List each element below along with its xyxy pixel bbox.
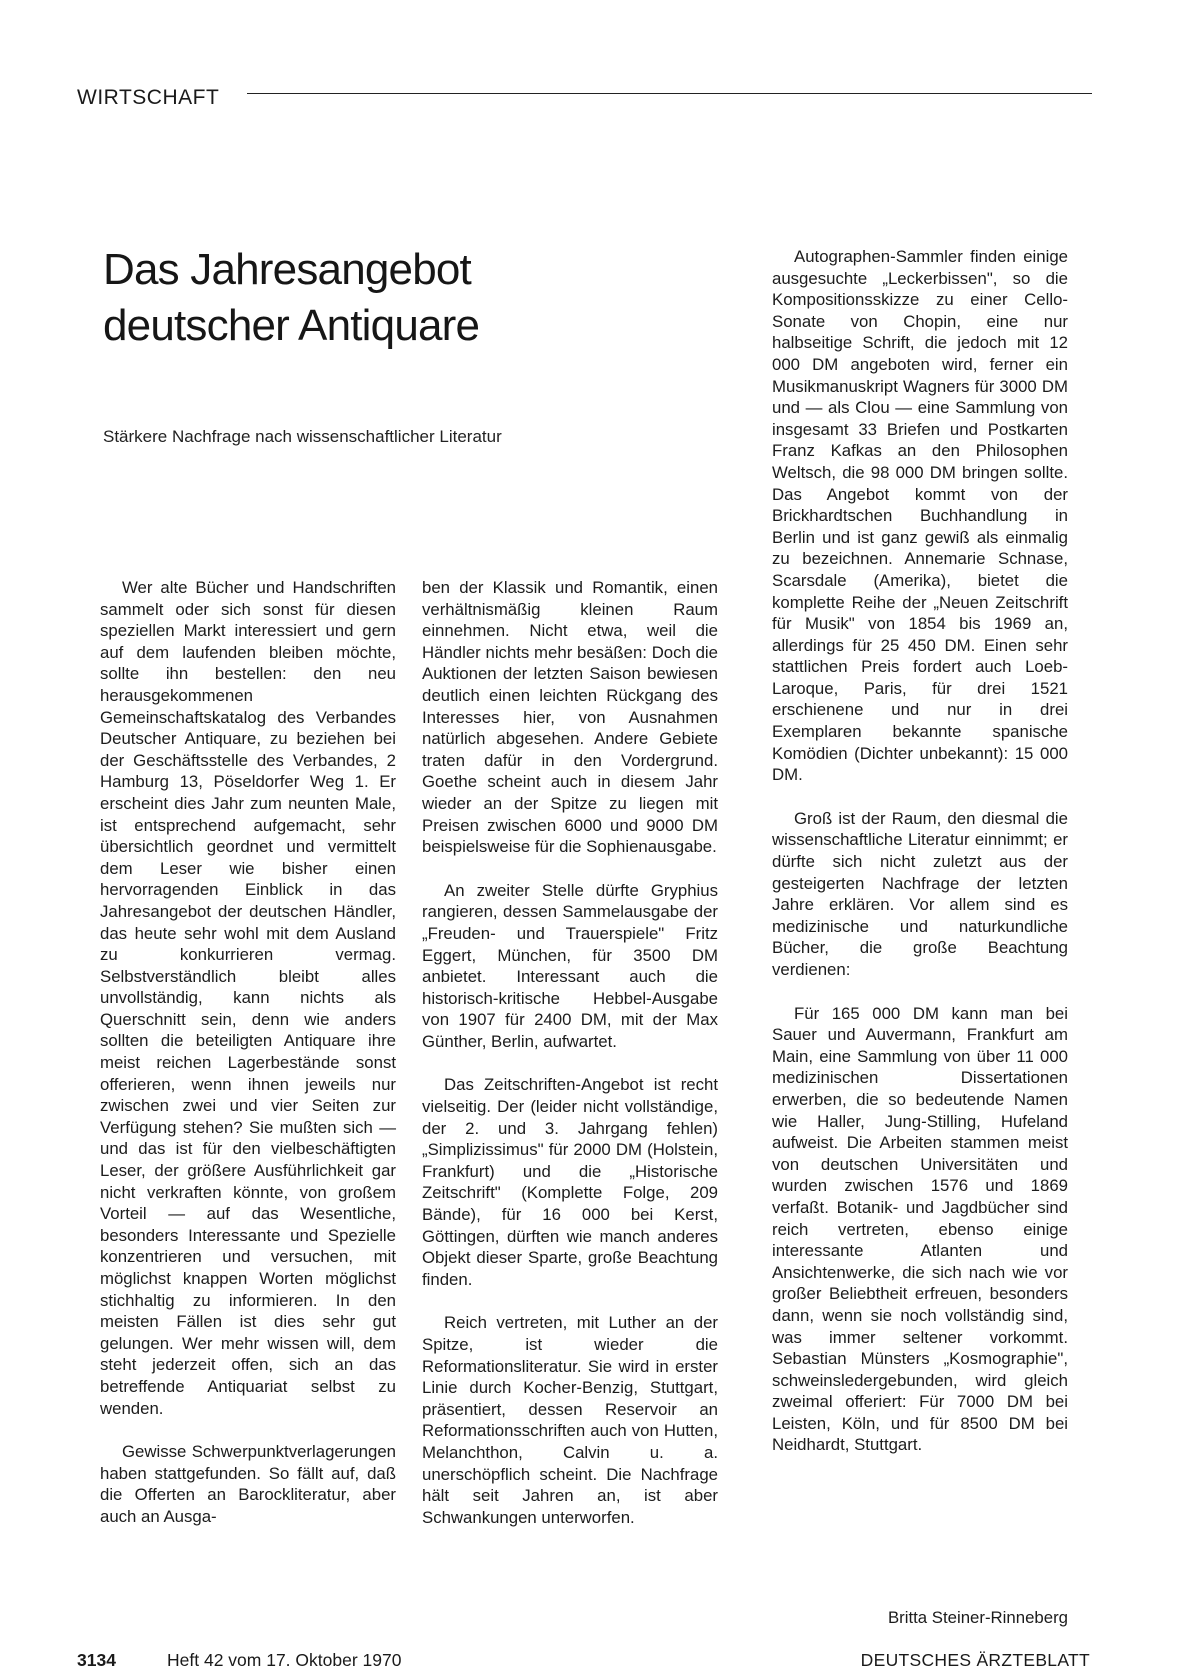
article-title-line-2: deutscher Antiquare <box>103 301 480 350</box>
paragraph: Reich vertreten, mit Luther an der Spitze, ist wieder die Reformationsliteratur. Sie wird in erster Linie durch Kocher-Benzig, Stuttgart, präsentiert, dessen Reservoir an Reformationsschriften auch von Hutten, Melanchthon, Calvin u. a. unerschöpflich scheint. Die Nachfrage hält seit Jahren an, ist aber Schwankungen unterworfen. <box>422 1313 718 1527</box>
section-header <box>77 86 1092 116</box>
paragraph: Für 165 000 DM kann man bei Sauer und Auvermann, Frankfurt am Main, eine Sammlung von über 11 000 medizinischen Dissertationen erwerben, die so bedeutende Namen wie Haller, Jung-Stilling, Hufeland aufweist. Die Arbeiten stammen meist von deutschen Universitäten und wurden zwischen 1576 und 1869 verfaßt. Botanik- und Jagdbücher sind reich vertreten, ebenso einige interessante Atlanten und Ansichtenwerke, die sich nach wie vor großer Beliebtheit erfreuen, besonders dann, wenn sie noch vollständig sind, was immer seltener vorkommt. Sebastian Münsters „Kosmographie", schweinsledergebunden, wird gleich zweimal offeriert: Für 7000 DM bei Leisten, Köln, und für 8500 DM bei Neidhardt, Stuttgart. <box>772 1003 1068 1455</box>
section-label: WIRTSCHAFT <box>77 86 220 109</box>
paragraph: Wer alte Bücher und Handschriften sammelt oder sich sonst für diesen speziellen Markt interessiert und gern auf dem laufenden bleiben möchte, sollte ihn bestellen: den neu herausgekommenen Gemeinschaftskatalog des Verbandes Deutscher Antiquare, zu beziehen bei der Geschäftsstelle des Verbandes, 2 Hamburg 13, Pöseldorfer Weg 1. Er erscheint dies Jahr zum neunten Male, ist entsprechend aufgemacht, sehr übersichtlich geordnet und vermittelt dem Leser wie bisher einen hervorragenden Einblick in das Jahresangebot der deutschen Händler, das heute sehr wohl mit dem Ausland zu konkurrieren vermag. Selbstverständlich bleibt alles unvollständig, kann nichts als Querschnitt sein, denn wie anders sollten die beteiligten Antiquare ihre meist reichen Lagerbestände sonst offerieren, wenn ihnen jeweils nur zwischen zwei und vier Seiten zur Verfügung stehen? Sie mußten sich — und das ist für den vielbeschäftigten Leser, der größere Ausführlichkeit gar nicht verkraften könnte, von großem Vorteil — auf das Wesentliche, besonders Interessante und Spezielle konzentrieren und versuchen, mit möglichst knappen Worten möglichst stichhaltig zu informieren. In den meisten Fällen ist dies sehr gut gelungen. Wer mehr wissen will, dem steht jederzeit offen, sich an das betreffende Antiquariat selbst zu wenden. <box>100 578 396 1418</box>
paragraph: Gewisse Schwerpunktverlagerungen haben stattgefunden. So fällt auf, daß die Offerten an Barockliteratur, aber auch an Ausga- <box>100 1442 396 1526</box>
journal-name: DEUTSCHES ÄRZTEBLATT <box>860 1650 1090 1670</box>
paragraph: Groß ist der Raum, den diesmal die wissenschaftliche Literatur einnimmt; er dürfte sich nicht zuletzt aus der gesteigerten Nachfrage der letzten Jahre erklären. Vor allem sind es medizinische und naturkundliche Bücher, die große Beachtung verdienen: <box>772 808 1068 979</box>
paragraph: Das Zeitschriften-Angebot ist recht vielseitig. Der (leider nicht vollständige, der 2. und 3. Jahrgang fehlen) „Simplizissimus" für 2000 DM (Holstein, Frankfurt) und die „Historische Zeitschrift" (Komplette Folge, 209 Bände), für 16 000 bei Kerst, Göttingen, dürften wie manch anderes Objekt dieser Sparte, große Beachtung finden. <box>422 1075 718 1289</box>
article-column-1 <box>100 577 396 1550</box>
article-title <box>103 242 663 354</box>
author-byline: Britta Steiner-Rinneberg <box>887 1608 1068 1627</box>
issue-info: Heft 42 vom 17. Oktober 1970 <box>167 1650 402 1670</box>
article-column-3 <box>772 246 1068 1478</box>
article-subtitle: Stärkere Nachfrage nach wissenschaftlicher Literatur <box>103 427 502 446</box>
article-title-line-1: Das Jahresangebot <box>103 245 471 294</box>
paragraph: An zweiter Stelle dürfte Gryphius rangieren, dessen Sammelausgabe der „Freuden- und Trauerspiele" Fritz Eggert, München, für 3500 DM anbietet. Interessant auch die historisch-kritische Hebbel-Ausgabe von 1907 für 2400 DM, mit der Max Günther, Berlin, aufwartet. <box>422 880 718 1051</box>
paragraph: ben der Klassik und Romantik, einen verhältnismäßig kleinen Raum einnehmen. Nicht etwa, weil die Händler nichts mehr besäßen: Doch die Auktionen der letzten Saison bewiesen deutlich einen leichten Rückgang des Interesses hier, von Ausnahmen natürlich abgesehen. Andere Gebiete traten dafür in den Vordergrund. Goethe scheint auch in diesem Jahr wieder an der Spitze zu liegen mit Preisen zwischen 6000 und 9000 DM beispielsweise für die Sophienausgabe. <box>422 578 718 857</box>
paragraph: Autographen-Sammler finden einige ausgesuchte „Leckerbissen", so die Kompositionsskizze zu einer Cello-Sonate von Chopin, eine nur halbseitige Schrift, die jedoch mit 12 000 DM angeboten wird, ferner ein Musikmanuskript Wagners für 3000 DM und — als Clou — eine Sammlung von insgesamt 33 Briefen und Postkarten Franz Kafkas an den Philosophen Weltsch, die 98 000 DM bringen sollte. Das Angebot kommt von der Brickhardtschen Buchhandlung in Berlin und ist ganz gewiß als einmalig zu bezeichnen. Annemarie Schnase, Scarsdale (Amerika), bietet die komplette Reihe der „Neuen Zeitschrift für Musik" von 1854 bis 1969 an, allerdings für 25 450 DM. Einen sehr stattlichen Preis fordert auch Loeb-Laroque, Paris, für drei 1521 erschienene und nur in drei Exemplaren bekannte spanische Komödien (Dichter unbekannt): 15 000 DM. <box>772 247 1068 785</box>
article-column-2 <box>422 577 718 1550</box>
section-rule <box>247 93 1092 94</box>
page-number: 3134 <box>77 1650 116 1670</box>
